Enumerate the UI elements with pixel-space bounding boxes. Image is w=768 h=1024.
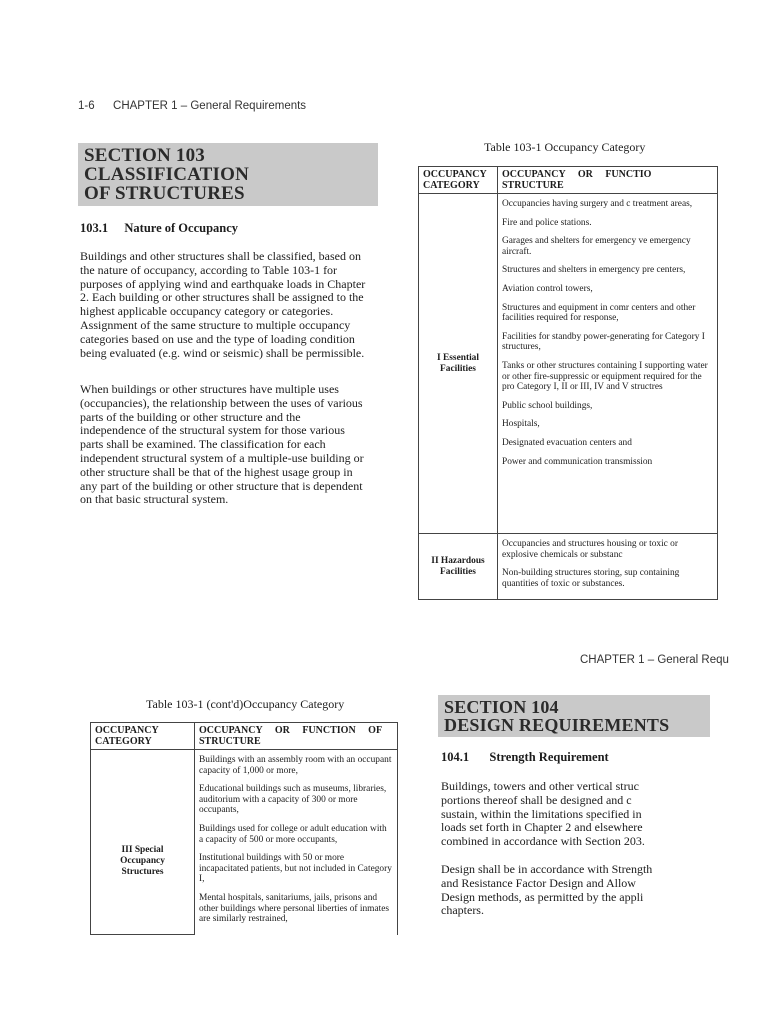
category-cell xyxy=(91,750,195,935)
text-line: Assignment of the same structure to multiple occupancy xyxy=(80,317,351,332)
header-line: CATEGORY xyxy=(423,180,480,191)
list-item: Fire and police stations. xyxy=(502,217,592,228)
header-line: STRUCTURE xyxy=(502,180,564,191)
table-row xyxy=(419,534,718,600)
text-line: sustain, within the limitations specified in xyxy=(441,806,642,821)
list-item: Garages and shelters for emergency ve emergency aircraft. xyxy=(502,236,691,257)
header-line: CATEGORY xyxy=(95,736,152,747)
section-104-banner-container xyxy=(438,695,668,743)
header-line: OCCUPANCY OR FUNCTION OF xyxy=(199,725,383,736)
category-label: I Essential xyxy=(437,352,479,363)
list-item: Buildings with an assembly room with an occupant capacity of 1,000 or more, xyxy=(199,755,392,776)
header-line: STRUCTURE xyxy=(199,736,261,747)
text-line: Buildings, towers and other vertical struc xyxy=(441,779,639,793)
header-occupancy-function xyxy=(195,723,398,750)
function-cell xyxy=(498,534,718,600)
text-line: independence of the structural system for those various xyxy=(80,423,345,438)
list-item: Aviation control towers, xyxy=(502,283,593,294)
banner-line: OF STRUCTURES xyxy=(84,183,245,204)
chapter-title: CHAPTER 1 – General Requirements xyxy=(113,100,307,112)
table-row xyxy=(419,194,718,534)
page-header xyxy=(78,100,306,112)
category-label: Structures xyxy=(121,866,164,877)
text-line: (occupancies), the relationship between the uses of various xyxy=(80,395,363,410)
list-item: Designated evacuation centers and xyxy=(502,437,632,448)
list-item: Mental hospitals, sanitariums, jails, prisons and other buildings where personal liberties of inmates are similarly restrained, xyxy=(199,892,390,925)
text-line: Design methods, as permitted by the appli xyxy=(441,889,644,904)
banner-line: SECTION 103 xyxy=(84,145,205,166)
text-line: being evaluated (e.g. wind or seismic) shall be permissible. xyxy=(80,345,365,360)
text-line: on that basic structural system. xyxy=(80,492,229,507)
header-occupancy-category xyxy=(419,167,498,194)
subsection-number: 104.1 xyxy=(441,750,470,764)
list-item: Structures and shelters in emergency pre centers, xyxy=(502,265,686,276)
list-item: Facilities for standby power-generating for Category I structures, xyxy=(502,331,705,353)
banner-line: CLASSIFICATION xyxy=(84,164,250,185)
text-line: chapters. xyxy=(441,903,484,918)
text-line: purposes of applying wind and earthquake loads in Chapter xyxy=(80,276,366,291)
table-2-caption: Table 103-1 (cont'd)Occupancy Category xyxy=(146,697,345,711)
text-line: parts of the building or other structure and the xyxy=(80,409,301,424)
function-cell xyxy=(195,750,398,935)
lower-chapter-header: CHAPTER 1 – General Requ xyxy=(580,654,729,666)
category-label: Occupancy xyxy=(120,855,165,866)
category-cell xyxy=(419,534,498,600)
header-occupancy-category xyxy=(91,723,195,750)
list-item: Buildings used for college or adult education with a capacity of 500 or more occupants, xyxy=(199,823,387,845)
subsection-title: Nature of Occupancy xyxy=(124,221,239,235)
table-header-row xyxy=(91,723,398,750)
text-line: and Resistance Factor Design and Allow xyxy=(441,875,636,890)
category-label: III Special xyxy=(121,844,164,855)
text-line: parts shall be examined. The classification for each xyxy=(80,437,326,452)
text-line: other structure shall be that of the highest usage group in xyxy=(80,464,353,479)
occupancy-table-2 xyxy=(90,722,398,935)
text-line: combined in accordance with Section 203. xyxy=(441,834,645,849)
subsection-104-1-heading xyxy=(441,750,609,765)
text-line: When buildings or other structures have multiple uses xyxy=(80,382,339,396)
list-item: Occupancies having surgery and c treatment areas, xyxy=(502,199,693,209)
section-104-paragraph-2 xyxy=(441,863,701,918)
banner-line: DESIGN REQUIREMENTS xyxy=(444,715,670,735)
section-104-paragraph-1 xyxy=(441,780,701,849)
category-label: Facilities xyxy=(440,363,476,374)
list-item: Educational buildings such as museums, libraries, auditorium with a capacity of 300 or more occupants, xyxy=(199,784,387,816)
text-line: Design shall be in accordance with Strength xyxy=(441,861,653,876)
text-line: highest applicable occupancy category or categories. xyxy=(80,304,334,319)
category-cell xyxy=(419,194,498,534)
list-item: Occupancies and structures housing or toxic or explosive chemicals or substanc xyxy=(502,539,678,560)
list-item: Non-building structures storing, sup containing quantities of toxic or substances. xyxy=(502,568,680,589)
text-line: any part of the building or other structure that is dependent xyxy=(80,478,363,493)
list-item: Tanks or other structures containing I supporting water or other fire-suppressic or equipment required for the pro Category I, II or III, IV and V structres xyxy=(502,360,708,393)
table-1-caption: Table 103-1 Occupancy Category xyxy=(484,140,646,154)
subsection-103-1-heading xyxy=(80,221,238,236)
list-item: Power and communication transmission xyxy=(502,456,653,467)
text-line: independent structural system of a multiple-use building or xyxy=(80,450,364,465)
function-cell xyxy=(498,194,718,534)
header-line: OCCUPANCY OR FUNCTIO xyxy=(502,169,652,180)
section-103-paragraph-2 xyxy=(80,383,378,507)
banner-line: SECTION 104 xyxy=(444,697,559,717)
text-line: Buildings and other structures shall be classified, based on xyxy=(80,249,361,263)
text-line: loads set forth in Chapter 2 and elsewhere xyxy=(441,820,643,835)
list-item: Hospitals, xyxy=(502,419,540,430)
list-item: Institutional buildings with 50 or more incapacitated patients, but not included in Category I, xyxy=(199,853,392,885)
text-line: 2. Each building or other structures shall be assigned to the xyxy=(80,290,364,305)
section-103-banner xyxy=(78,143,378,206)
text-line: the nature of occupancy, according to Table 103-1 for xyxy=(80,262,338,277)
text-line: categories based on use and the type of loading condition xyxy=(80,331,355,346)
table-row xyxy=(91,750,398,935)
table-header-row xyxy=(419,167,718,194)
header-occupancy-function xyxy=(498,167,718,194)
header-line: OCCUPANCY xyxy=(95,725,159,736)
list-item: Structures and equipment in comr centers and other facilities required for response, xyxy=(502,302,696,324)
subsection-number: 103.1 xyxy=(80,221,109,235)
subsection-title: Strength Requirement xyxy=(489,750,609,764)
category-label: II Hazardous xyxy=(431,555,485,566)
list-item: Public school buildings, xyxy=(502,400,593,411)
page-number: 1-6 xyxy=(78,100,95,112)
category-label: Facilities xyxy=(440,566,476,577)
text-line: portions thereof shall be designed and c xyxy=(441,792,632,807)
section-103-paragraph-1 xyxy=(80,250,378,360)
table-1-container xyxy=(418,166,708,621)
occupancy-table-1 xyxy=(418,166,718,600)
section-104-banner xyxy=(438,695,710,737)
section-104-text-container xyxy=(441,780,668,930)
header-line: OCCUPANCY xyxy=(423,169,487,180)
